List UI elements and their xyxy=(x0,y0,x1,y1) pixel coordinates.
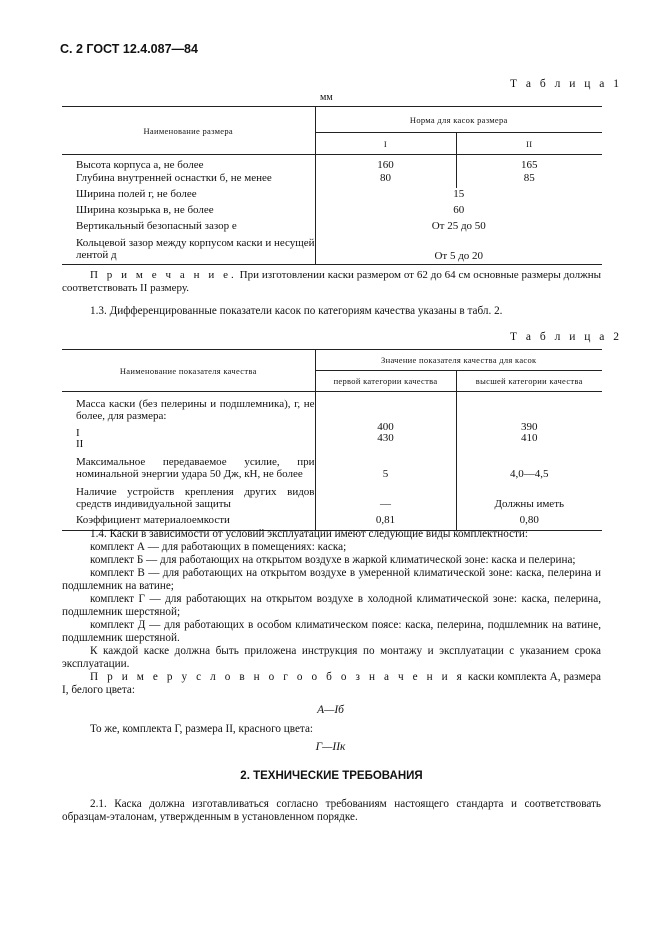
table2-col-highest: высшей категории качества xyxy=(456,371,602,392)
example-label: П р и м е р у с л о в н о г о о б о з н а ч е н и я xyxy=(90,671,465,683)
example-text: каски комплекта А, размера I, белого цвета: xyxy=(62,671,601,696)
table1-col-ii: II xyxy=(456,133,602,155)
table2-col-first: первой категории качества xyxy=(315,371,456,392)
same-example-text: То же, комплекта Г, размера II, красного цвета: xyxy=(90,723,314,735)
table-row: Масса каски (без пелерины и подшлемника), г, не более, для размера: I II 400 430 390 410 xyxy=(62,392,602,451)
table2 xyxy=(62,349,602,531)
table-row: Вертикальный безопасный зазор е От 25 до 50 xyxy=(62,220,602,237)
note-text: При изготовлении каски размером от 62 до 64 см основные размеры должны соответствовать II размеру. xyxy=(62,269,601,294)
designation-example-2: Г—IIк xyxy=(315,741,346,753)
table1-col-name: Наименование размера xyxy=(62,107,315,155)
table-row: Коэффициент материалоемкости 0,81 0,80 xyxy=(62,510,602,530)
table1-col-norm: Норма для касок размера xyxy=(315,107,602,133)
table-row: Глубина внутренней оснастки б, не менее 80 85 xyxy=(62,172,602,188)
table2-col-name: Наименование показателя качества xyxy=(62,350,315,392)
page-header: С. 2 ГОСТ 12.4.087—84 xyxy=(60,42,198,56)
paragraph-2-1: 2.1. Каска должна изготавливаться согласно требованиям настоящего стандарта и соответствовать образцам-эталонам, утвержденным в установленном порядке. xyxy=(62,798,601,823)
paragraph-1-3: 1.3. Дифференцированные показатели касок по категориям качества указаны в табл. 2. xyxy=(90,305,503,317)
paragraph-1-4: 1.4. Каски в зависимости от условий эксплуатации имеют следующие виды комплектности: комплект А — для работающих в помещениях: каска; комплект Б — для работающих на открытом воздухе в жаркой климатической зоне: каска и пелерина; комплект В — для работающих на открытом воздухе в умеренной климатической зоне: каска, пелерина и подшлемник на ватине; комплект Г — для работающих на открытом воздухе в холодной климатической зоне: каска, пелерина, подшлемник шерстяной; комплект Д — для работающих в особом климатическом поясе: каска, пелерина, подшлемник на ватине, подшлемник шерстяной. К каждой каске должна быть приложена инструкция по монтажу и эксплуатации с указанием срока эксплуатации. П р и м е р у с л о в н о г о о б о з н а ч е н и я каски комплекта А, размера I, белого цвета: xyxy=(62,528,601,696)
table-row: Максимальное передаваемое усилие, при номинальной энергии удара 50 Дж, кН, не более 5 4,0—4,5 xyxy=(62,450,602,480)
table1-unit: мм xyxy=(320,92,333,103)
table-row: Кольцевой зазор между корпусом каски и несущей лентой д От 5 до 20 xyxy=(62,237,602,265)
designation-example-1: А—Iб xyxy=(317,704,344,716)
table-row: Ширина полей г, не более 15 xyxy=(62,188,602,204)
note-label: П р и м е ч а н и е. xyxy=(90,269,237,281)
table1-col-i: I xyxy=(315,133,456,155)
section-2-title: 2. ТЕХНИЧЕСКИЕ ТРЕБОВАНИЯ xyxy=(240,770,423,782)
table-row: Ширина козырька в, не более 60 xyxy=(62,204,602,220)
table1-caption: Т а б л и ц а 1 xyxy=(510,78,623,90)
table2-col-value: Значение показателя качества для касок xyxy=(315,350,602,371)
table-row: Наличие устройств крепления других видов средств индивидуальной защиты — Должны иметь xyxy=(62,480,602,510)
table1-note xyxy=(62,269,601,295)
table1 xyxy=(62,106,602,265)
table2-caption: Т а б л и ц а 2 xyxy=(510,331,623,343)
table-row: Высота корпуса а, не более 160 165 xyxy=(62,155,602,172)
